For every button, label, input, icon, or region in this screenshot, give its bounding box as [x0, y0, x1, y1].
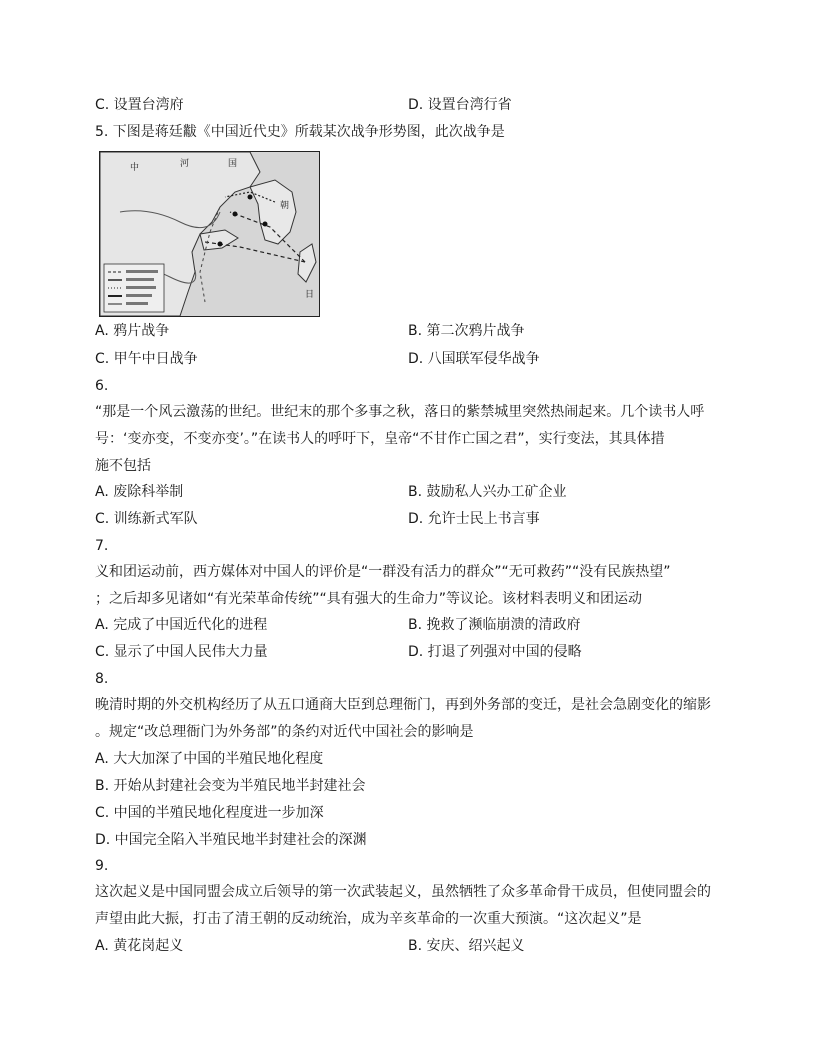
map-label-japan: 日: [305, 290, 315, 300]
q8-option-d: D. 中国完全陷入半殖民地半封建社会的深渊: [95, 832, 367, 848]
q6-option-b: B. 鼓励私人兴办工矿企业: [408, 484, 567, 500]
q9-option-b: B. 安庆、绍兴起义: [408, 938, 525, 954]
q6-stem-line-3: 施不包括: [95, 458, 151, 474]
q9-stem-line-1: 这次起义是中国同盟会成立后领导的第一次武装起义，虽然牺牲了众多革命骨干成员，但使同盟会的: [95, 884, 711, 900]
q5-stem: 5. 下图是蒋廷黻《中国近代史》所载某次战争形势图，此次战争是: [95, 124, 505, 140]
q8-stem-line-2: 。规定“改总理衙门为外务部”的条约对近代中国社会的影响是: [95, 724, 474, 740]
q6-option-d: D. 允许士民上书言事: [408, 511, 540, 527]
q7-option-c: C. 显示了中国人民伟大力量: [95, 644, 268, 660]
q8-number: 8.: [95, 671, 109, 687]
q7-stem-line-2: ；之后却多见诸如“有光荣革命传统”“具有强大的生命力”等议论。该材料表明义和团运动: [95, 591, 643, 607]
q5-option-c: C. 甲午中日战争: [95, 351, 198, 367]
q5-option-b: B. 第二次鸦片战争: [408, 323, 525, 339]
q9-option-a: A. 黄花岗起义: [95, 938, 184, 954]
q6-stem-line-2: 号：‘变亦变，不变亦变’。”在读书人的呼吁下，皇帝“不甘作亡国之君”，实行变法，其具体措: [95, 431, 665, 447]
q5-option-a: A. 鸦片战争: [95, 323, 170, 339]
q6-option-c: C. 训练新式军队: [95, 511, 198, 527]
map-label-korea: 朝: [280, 201, 290, 211]
q4-option-c: C. 设置台湾府: [95, 97, 184, 113]
q5-option-d: D. 八国联军侵华战争: [408, 351, 540, 367]
map-label-country: 国: [228, 159, 238, 169]
q9-stem-line-2: 声望由此大振，打击了清王朝的反动统治，成为辛亥革命的一次重大预演。“这次起义”是: [95, 911, 642, 927]
q4-option-d: D. 设置台湾行省: [408, 97, 512, 113]
q7-option-a: A. 完成了中国近代化的进程: [95, 617, 268, 633]
q6-stem-line-1: “那是一个风云激荡的世纪。世纪末的那个多事之秋，落日的紫禁城里突然热闹起来。几个读书人呼: [95, 404, 705, 420]
map-label-river: 河: [180, 159, 190, 169]
q7-option-d: D. 打退了列强对中国的侵略: [408, 644, 582, 660]
q6-option-a: A. 废除科举制: [95, 484, 184, 500]
q8-option-a: A. 大大加深了中国的半殖民地化程度: [95, 751, 324, 767]
q8-option-c: C. 中国的半殖民地化程度进一步加深: [95, 805, 324, 821]
map-label-china: 中: [130, 163, 140, 173]
war-situation-map: [99, 151, 320, 317]
q7-stem-line-1: 义和团运动前，西方媒体对中国人的评价是“一群没有活力的群众”“无可救药”“没有民族热望”: [95, 564, 671, 580]
q7-number: 7.: [95, 538, 109, 554]
q8-option-b: B. 开始从封建社会变为半殖民地半封建社会: [95, 778, 366, 794]
q6-number: 6.: [95, 378, 109, 394]
q9-number: 9.: [95, 858, 109, 874]
q8-stem-line-1: 晚清时期的外交机构经历了从五口通商大臣到总理衙门，再到外务部的变迁，是社会急剧变化的缩影: [95, 697, 711, 713]
q7-option-b: B. 挽救了濒临崩溃的清政府: [408, 617, 581, 633]
